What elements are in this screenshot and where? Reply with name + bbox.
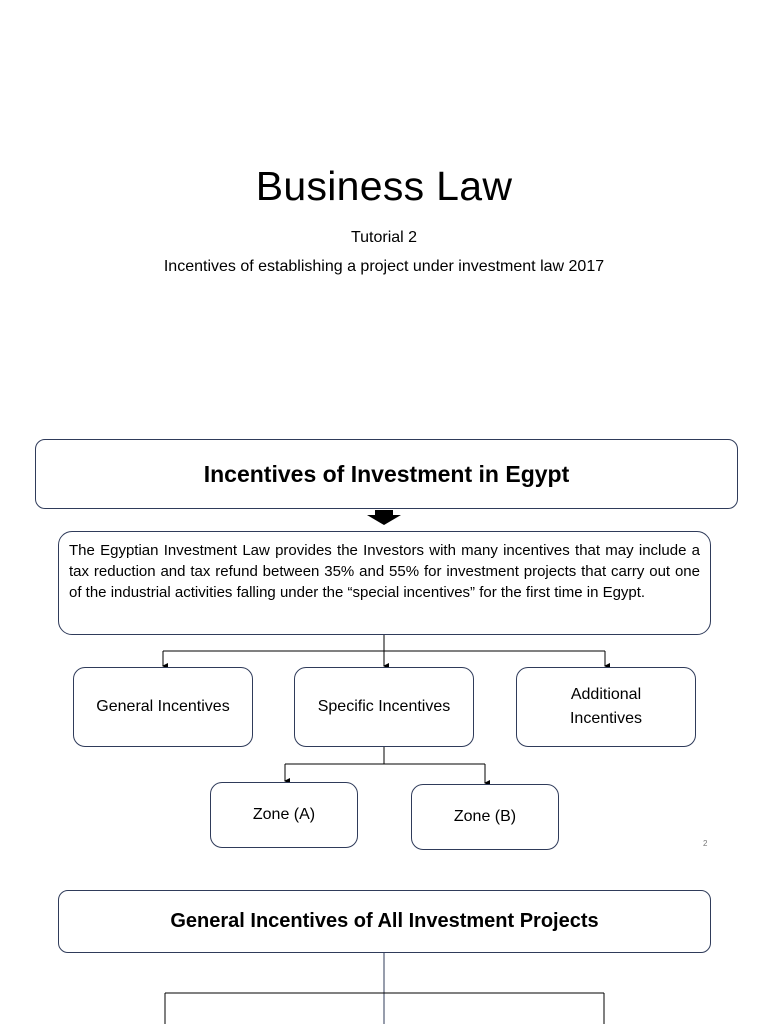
category-label: Specific Incentives (317, 698, 451, 715)
incentives-header-box (35, 439, 738, 509)
incentives-header: Incentives of Investment in Egypt (203, 460, 570, 487)
general-incentives-box (73, 667, 253, 747)
zone-a-box (210, 782, 358, 848)
slide-title: Business Law (255, 163, 513, 209)
slide-subtitle: Tutorial 2 (350, 229, 418, 246)
zone-label: Zone (A) (252, 806, 316, 823)
zone-b-box (411, 784, 559, 850)
general-incentives-header-box (58, 890, 711, 953)
slide-description: Incentives of establishing a project under investment law 2017 (163, 258, 605, 275)
category-label: General Incentives (96, 698, 230, 715)
general-incentives-header: General Incentives of All Investment Projects (170, 910, 599, 932)
specific-incentives-box (294, 667, 474, 747)
category-label: Additional Incentives (569, 686, 643, 727)
block-arrow-icon (367, 510, 401, 525)
description-text: The Egyptian Investment Law provides the Investors with many incentives that may include a tax reduction and tax refund between 35% and 55% for investment projects that carry out one of the industrial activities falling under the “special incentives” for the first time in Egypt. (69, 542, 700, 601)
page-number: 2 (703, 839, 708, 848)
additional-incentives-box (516, 667, 696, 747)
zone-label: Zone (B) (453, 808, 517, 825)
description-box (58, 531, 711, 635)
